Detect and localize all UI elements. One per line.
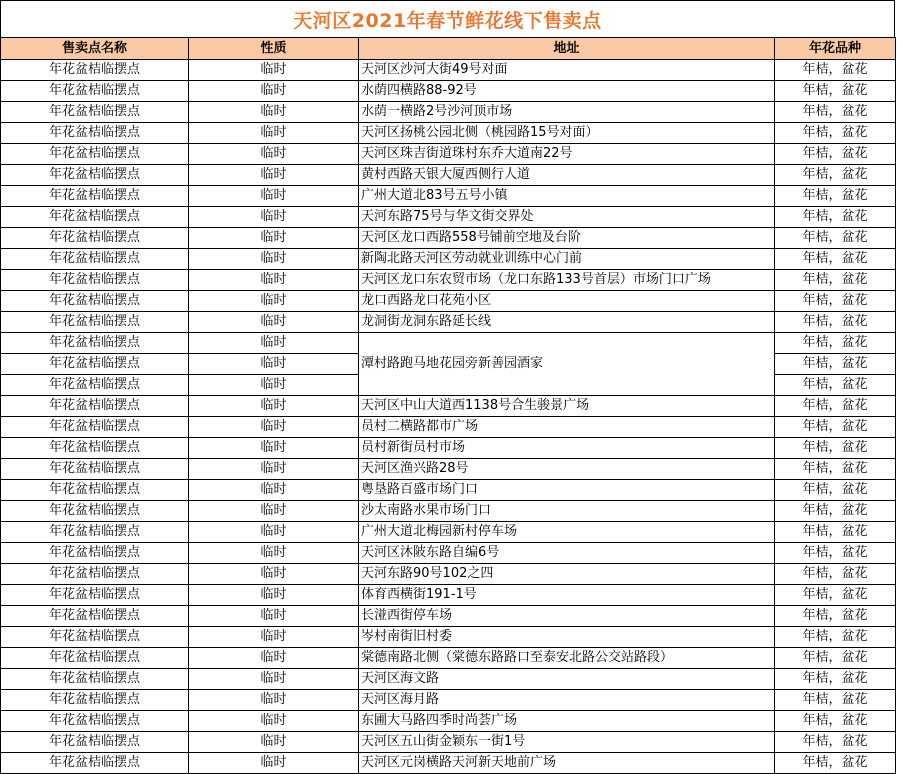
cell-type[interactable]: 临时 bbox=[189, 123, 359, 144]
header-cell-address[interactable]: 地址 bbox=[359, 38, 775, 60]
table-row bbox=[1, 312, 896, 333]
table-body bbox=[1, 60, 896, 774]
cell-address[interactable]: 东圃大马路四季时尚荟广场 bbox=[359, 711, 775, 732]
table-row bbox=[1, 60, 896, 81]
cell-address[interactable]: 长湴西街停车场 bbox=[359, 606, 775, 627]
table-row bbox=[1, 459, 896, 480]
cell-address[interactable]: 天河区五山街金颖东一街1号 bbox=[359, 732, 775, 753]
table-row bbox=[1, 333, 896, 354]
cell-variety[interactable]: 年桔，盆花 bbox=[775, 186, 896, 207]
cell-type[interactable]: 临时 bbox=[189, 438, 359, 459]
cell-variety[interactable]: 年桔，盆花 bbox=[775, 711, 896, 732]
cell-name[interactable]: 年花盆桔临摆点 bbox=[1, 438, 189, 459]
cell-type[interactable]: 临时 bbox=[189, 333, 359, 354]
table-row bbox=[1, 291, 896, 312]
table-row bbox=[1, 417, 896, 438]
cell-name[interactable]: 年花盆桔临摆点 bbox=[1, 165, 189, 186]
cell-name[interactable]: 年花盆桔临摆点 bbox=[1, 522, 189, 543]
cell-address[interactable]: 天河东路90号102之四 bbox=[359, 564, 775, 585]
cell-type[interactable]: 临时 bbox=[189, 165, 359, 186]
cell-variety[interactable]: 年桔，盆花 bbox=[775, 459, 896, 480]
cell-variety[interactable]: 年桔，盆花 bbox=[775, 690, 896, 711]
sheet-title: 天河区2021年春节鲜花线下售卖点 bbox=[0, 0, 895, 37]
cell-name[interactable]: 年花盆桔临摆点 bbox=[1, 375, 189, 396]
cell-type[interactable]: 临时 bbox=[189, 669, 359, 690]
cell-type[interactable]: 临时 bbox=[189, 60, 359, 81]
cell-name[interactable]: 年花盆桔临摆点 bbox=[1, 480, 189, 501]
cell-name[interactable]: 年花盆桔临摆点 bbox=[1, 606, 189, 627]
cell-variety[interactable]: 年桔，盆花 bbox=[775, 396, 896, 417]
header-cell-type[interactable]: 性质 bbox=[189, 38, 359, 60]
cell-address-merged[interactable]: 潭村路跑马地花园旁新善园酒家 bbox=[359, 333, 775, 396]
cell-name[interactable]: 年花盆桔临摆点 bbox=[1, 501, 189, 522]
table-row bbox=[1, 606, 896, 627]
table-row bbox=[1, 102, 896, 123]
cell-variety[interactable]: 年桔，盆花 bbox=[775, 144, 896, 165]
table-row bbox=[1, 648, 896, 669]
cell-name[interactable]: 年花盆桔临摆点 bbox=[1, 144, 189, 165]
cell-name[interactable]: 年花盆桔临摆点 bbox=[1, 207, 189, 228]
cell-type[interactable]: 临时 bbox=[189, 81, 359, 102]
cell-address[interactable]: 黄村西路天银大厦西侧行人道 bbox=[359, 165, 775, 186]
cell-variety[interactable]: 年桔，盆花 bbox=[775, 732, 896, 753]
cell-type[interactable]: 临时 bbox=[189, 186, 359, 207]
header-row bbox=[1, 38, 896, 60]
cell-type[interactable]: 临时 bbox=[189, 291, 359, 312]
table-row bbox=[1, 543, 896, 564]
cell-address[interactable]: 龙口西路龙口花苑小区 bbox=[359, 291, 775, 312]
cell-name[interactable]: 年花盆桔临摆点 bbox=[1, 396, 189, 417]
cell-type[interactable]: 临时 bbox=[189, 627, 359, 648]
cell-address[interactable]: 天河区珠吉街道珠村东乔大道南22号 bbox=[359, 144, 775, 165]
cell-address[interactable]: 员村二横路都市广场 bbox=[359, 417, 775, 438]
cell-variety[interactable]: 年桔，盆花 bbox=[775, 312, 896, 333]
cell-variety[interactable]: 年桔，盆花 bbox=[775, 480, 896, 501]
cell-name[interactable]: 年花盆桔临摆点 bbox=[1, 627, 189, 648]
cell-address[interactable]: 沙太南路水果市场门口 bbox=[359, 501, 775, 522]
cell-address[interactable]: 水荫一横路2号沙河顶市场 bbox=[359, 102, 775, 123]
cell-variety[interactable]: 年桔，盆花 bbox=[775, 165, 896, 186]
table-row bbox=[1, 480, 896, 501]
cell-variety[interactable]: 年桔，盆花 bbox=[775, 627, 896, 648]
cell-variety[interactable]: 年桔，盆花 bbox=[775, 333, 896, 354]
table-row bbox=[1, 627, 896, 648]
cell-variety[interactable]: 年桔，盆花 bbox=[775, 249, 896, 270]
cell-name[interactable]: 年花盆桔临摆点 bbox=[1, 354, 189, 375]
cell-name[interactable]: 年花盆桔临摆点 bbox=[1, 123, 189, 144]
table-row bbox=[1, 228, 896, 249]
cell-type[interactable]: 临时 bbox=[189, 543, 359, 564]
cell-variety[interactable]: 年桔，盆花 bbox=[775, 564, 896, 585]
cell-name[interactable]: 年花盆桔临摆点 bbox=[1, 543, 189, 564]
cell-name[interactable]: 年花盆桔临摆点 bbox=[1, 732, 189, 753]
cell-type[interactable]: 临时 bbox=[189, 501, 359, 522]
cell-address[interactable]: 天河区龙口西路558号铺前空地及台阶 bbox=[359, 228, 775, 249]
cell-name[interactable]: 年花盆桔临摆点 bbox=[1, 186, 189, 207]
cell-address[interactable]: 天河区中山大道西1138号合生骏景广场 bbox=[359, 396, 775, 417]
table-row bbox=[1, 711, 896, 732]
cell-address[interactable]: 天河区龙口东农贸市场（龙口东路133号首层）市场门口广场 bbox=[359, 270, 775, 291]
cell-type[interactable]: 临时 bbox=[189, 564, 359, 585]
cell-variety[interactable]: 年桔，盆花 bbox=[775, 501, 896, 522]
table-row bbox=[1, 501, 896, 522]
table-row bbox=[1, 585, 896, 606]
header-cell-variety[interactable]: 年花品种 bbox=[775, 38, 896, 60]
cell-variety[interactable]: 年桔，盆花 bbox=[775, 669, 896, 690]
cell-variety[interactable]: 年桔，盆花 bbox=[775, 585, 896, 606]
cell-name[interactable]: 年花盆桔临摆点 bbox=[1, 228, 189, 249]
table-row bbox=[1, 123, 896, 144]
table-row bbox=[1, 186, 896, 207]
cell-address[interactable]: 新陶北路天河区劳动就业训练中心门前 bbox=[359, 249, 775, 270]
table-row bbox=[1, 732, 896, 753]
cell-variety[interactable]: 年桔，盆花 bbox=[775, 753, 896, 774]
cell-name[interactable]: 年花盆桔临摆点 bbox=[1, 249, 189, 270]
cell-variety[interactable]: 年桔，盆花 bbox=[775, 417, 896, 438]
cell-type[interactable]: 临时 bbox=[189, 753, 359, 774]
table-row bbox=[1, 165, 896, 186]
cell-name[interactable]: 年花盆桔临摆点 bbox=[1, 648, 189, 669]
cell-name[interactable]: 年花盆桔临摆点 bbox=[1, 669, 189, 690]
cell-variety[interactable]: 年桔，盆花 bbox=[775, 102, 896, 123]
table-row bbox=[1, 522, 896, 543]
cell-type[interactable]: 临时 bbox=[189, 522, 359, 543]
cell-type[interactable]: 临时 bbox=[189, 417, 359, 438]
table-row bbox=[1, 81, 896, 102]
cell-variety[interactable]: 年桔，盆花 bbox=[775, 438, 896, 459]
cell-address[interactable]: 体育西横街191-1号 bbox=[359, 585, 775, 606]
cell-address[interactable]: 员村新街员村市场 bbox=[359, 438, 775, 459]
cell-type[interactable]: 临时 bbox=[189, 249, 359, 270]
cell-address[interactable]: 天河东路75号与华文街交界处 bbox=[359, 207, 775, 228]
cell-name[interactable]: 年花盆桔临摆点 bbox=[1, 291, 189, 312]
cell-address[interactable]: 龙洞街龙洞东路延长线 bbox=[359, 312, 775, 333]
cell-variety[interactable]: 年桔，盆花 bbox=[775, 123, 896, 144]
cell-variety[interactable]: 年桔，盆花 bbox=[775, 606, 896, 627]
cell-name[interactable]: 年花盆桔临摆点 bbox=[1, 564, 189, 585]
cell-type[interactable]: 临时 bbox=[189, 102, 359, 123]
cell-variety[interactable]: 年桔，盆花 bbox=[775, 375, 896, 396]
cell-name[interactable]: 年花盆桔临摆点 bbox=[1, 753, 189, 774]
cell-type[interactable]: 临时 bbox=[189, 228, 359, 249]
cell-address[interactable]: 天河区元岗横路天河新天地前广场 bbox=[359, 753, 775, 774]
cell-variety[interactable]: 年桔，盆花 bbox=[775, 270, 896, 291]
cell-address[interactable]: 天河区沙河大街49号对面 bbox=[359, 60, 775, 81]
cell-name[interactable]: 年花盆桔临摆点 bbox=[1, 711, 189, 732]
cell-type[interactable]: 临时 bbox=[189, 606, 359, 627]
cell-name[interactable]: 年花盆桔临摆点 bbox=[1, 417, 189, 438]
cell-variety[interactable]: 年桔，盆花 bbox=[775, 81, 896, 102]
cell-name[interactable]: 年花盆桔临摆点 bbox=[1, 585, 189, 606]
cell-variety[interactable]: 年桔，盆花 bbox=[775, 543, 896, 564]
cell-address[interactable]: 天河区渔兴路28号 bbox=[359, 459, 775, 480]
cell-address[interactable]: 广州大道北梅园新村停车场 bbox=[359, 522, 775, 543]
sales-points-table bbox=[0, 37, 896, 774]
cell-address[interactable]: 天河区扬桃公园北侧（桃园路15号对面） bbox=[359, 123, 775, 144]
cell-type[interactable]: 临时 bbox=[189, 732, 359, 753]
cell-variety[interactable]: 年桔，盆花 bbox=[775, 60, 896, 81]
cell-address[interactable]: 棠德南路北侧（棠德东路路口至泰安北路公交站路段） bbox=[359, 648, 775, 669]
table-row bbox=[1, 690, 896, 711]
table-row bbox=[1, 144, 896, 165]
cell-variety[interactable]: 年桔，盆花 bbox=[775, 648, 896, 669]
cell-address[interactable]: 天河区海月路 bbox=[359, 690, 775, 711]
cell-type[interactable]: 临时 bbox=[189, 711, 359, 732]
cell-name[interactable]: 年花盆桔临摆点 bbox=[1, 690, 189, 711]
cell-variety[interactable]: 年桔，盆花 bbox=[775, 291, 896, 312]
cell-type[interactable]: 临时 bbox=[189, 375, 359, 396]
table-row bbox=[1, 249, 896, 270]
cell-name[interactable]: 年花盆桔临摆点 bbox=[1, 459, 189, 480]
cell-address[interactable]: 广州大道北83号五号小镇 bbox=[359, 186, 775, 207]
cell-type[interactable]: 临时 bbox=[189, 396, 359, 417]
cell-name[interactable]: 年花盆桔临摆点 bbox=[1, 270, 189, 291]
cell-name[interactable]: 年花盆桔临摆点 bbox=[1, 81, 189, 102]
table-row bbox=[1, 753, 896, 774]
cell-variety[interactable]: 年桔，盆花 bbox=[775, 354, 896, 375]
table-row bbox=[1, 207, 896, 228]
cell-name[interactable]: 年花盆桔临摆点 bbox=[1, 333, 189, 354]
cell-type[interactable]: 临时 bbox=[189, 207, 359, 228]
cell-address[interactable]: 天河区海文路 bbox=[359, 669, 775, 690]
cell-type[interactable]: 临时 bbox=[189, 354, 359, 375]
table-row bbox=[1, 438, 896, 459]
cell-type[interactable]: 临时 bbox=[189, 690, 359, 711]
cell-name[interactable]: 年花盆桔临摆点 bbox=[1, 312, 189, 333]
table-row bbox=[1, 564, 896, 585]
cell-variety[interactable]: 年桔，盆花 bbox=[775, 522, 896, 543]
table-row bbox=[1, 396, 896, 417]
cell-type[interactable]: 临时 bbox=[189, 585, 359, 606]
cell-name[interactable]: 年花盆桔临摆点 bbox=[1, 102, 189, 123]
table-row bbox=[1, 669, 896, 690]
cell-type[interactable]: 临时 bbox=[189, 312, 359, 333]
cell-variety[interactable]: 年桔，盆花 bbox=[775, 228, 896, 249]
table-row bbox=[1, 270, 896, 291]
cell-type[interactable]: 临时 bbox=[189, 648, 359, 669]
cell-variety[interactable]: 年桔，盆花 bbox=[775, 207, 896, 228]
header-cell-name[interactable]: 售卖点名称 bbox=[1, 38, 189, 60]
cell-type[interactable]: 临时 bbox=[189, 459, 359, 480]
cell-address[interactable]: 水荫四横路88-92号 bbox=[359, 81, 775, 102]
cell-name[interactable]: 年花盆桔临摆点 bbox=[1, 60, 189, 81]
cell-address[interactable]: 天河区沐陂东路自编6号 bbox=[359, 543, 775, 564]
cell-type[interactable]: 临时 bbox=[189, 144, 359, 165]
cell-type[interactable]: 临时 bbox=[189, 270, 359, 291]
cell-address[interactable]: 岑村南街旧村委 bbox=[359, 627, 775, 648]
cell-type[interactable]: 临时 bbox=[189, 480, 359, 501]
cell-address[interactable]: 粤垦路百盛市场门口 bbox=[359, 480, 775, 501]
